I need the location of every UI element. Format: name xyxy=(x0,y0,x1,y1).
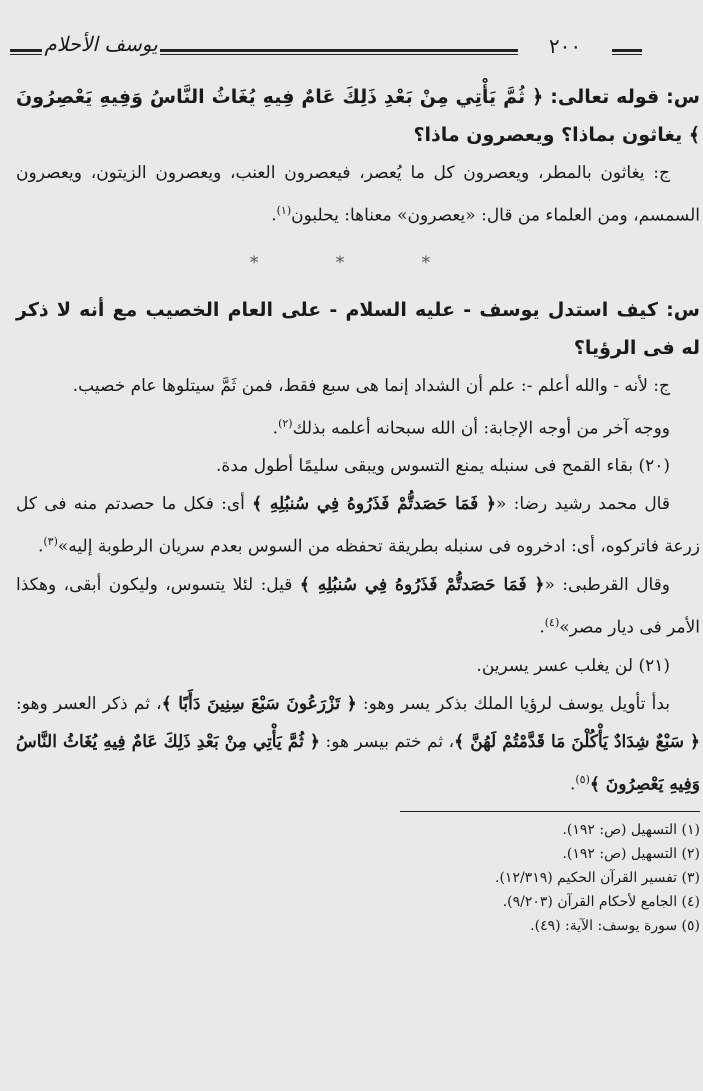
page-body xyxy=(16,78,700,938)
footnote-ref: (١) xyxy=(276,204,292,217)
question-label: س: xyxy=(666,298,700,321)
footnote: (٥) سورة يوسف: الآية: (٤٩). xyxy=(530,918,700,935)
header-rule xyxy=(10,49,42,52)
footnote: (١) التسهيل (ص: ١٩٢). xyxy=(562,822,700,839)
numbered-point-20: (٢٠) بقاء القمح فى سنبله يمنع التسوس ويبقى سليمًا أطول مدة. xyxy=(216,456,670,477)
quran-verse: ﴿ ثُمَّ يَأْتِي مِنْ بَعْدِ ذَلِكَ عَامٌ فِيهِ يُغَاثُ النَّاسُ وَفِيهِ يَعْصِرُونَ ﴾ xyxy=(16,731,700,795)
numbered-point-21: (٢١) لن يغلب عسر يسرين. xyxy=(476,655,670,676)
header-rule xyxy=(612,54,642,55)
question-2 xyxy=(16,291,700,367)
alternate-answer: ووجه آخر من أوجه الإجابة: أن الله سبحانه أعلمه بذلك$^{(٢)}$. xyxy=(272,416,670,439)
footnote-separator xyxy=(400,811,700,812)
page-header xyxy=(0,28,703,68)
header-rule xyxy=(612,49,642,52)
answer-text: لأنه - والله أعلم -: علم أن الشداد إنما هى سبع فقط، فمن ثَمَّ سيتلوها عام خصيب. xyxy=(72,375,648,396)
footnote: (٤) الجامع لأحكام القرآن (٩/٢٠٣). xyxy=(502,894,700,911)
question-text: كيف استدل يوسف - عليه السلام - على العام الخصيب مع أنه لا ذكر له فى الرؤيا؟ xyxy=(16,298,700,359)
footnote-ref: (٤) xyxy=(544,615,560,629)
footnote-ref: (٥) xyxy=(575,772,590,786)
header-rule xyxy=(10,54,42,55)
footnote-ref: (٢) xyxy=(278,416,293,430)
footnote: (٢) التسهيل (ص: ١٩٢). xyxy=(562,846,700,863)
header-rule xyxy=(160,49,518,52)
question-text: قوله تعالى: ﴿ ثُمَّ يَأْتِي مِنْ بَعْدِ ذَلِكَ عَامٌ فِيهِ يُغَاثُ النَّاسُ وَفِيهِ يَعْصِرُونَ ﴾ يغاثون بماذا؟ ويعصرون ماذا؟ xyxy=(16,86,700,146)
answer-1: ج: يغاثون بالمطر، ويعصرون كل ما يُعصر، فيعصرون العنب، ويعصرون الزيتون، ويعصرون السمسم، ومن العلماء من قال: «يعصرون» معناها: يحلبون$^{(١)}$. xyxy=(16,163,700,226)
quran-verse: ﴿ تَزْرَعُونَ سَبْعَ سِنِينَ دَأَبًا ﴾ xyxy=(161,693,357,714)
footnotes xyxy=(16,818,700,938)
answer-label: ج: xyxy=(653,163,670,183)
running-title: يوسف الأحلام xyxy=(44,32,158,56)
answer-label: ج: xyxy=(653,375,670,396)
header-rule xyxy=(160,54,518,55)
quran-verse: ﴿ فَمَا حَصَدتُّمْ فَذَرُوهُ فِي سُنبُلِهِ ﴾ xyxy=(252,494,496,515)
final-paragraph: بدأ تأويل يوسف لرؤيا الملك بذكر يسر وهو: ﴿ تَزْرَعُونَ سَبْعَ سِنِينَ دَأَبًا ﴾، ثم ذكر العسر وهو: ﴿ سَبْعٌ شِدَادٌ يَأْكُلْنَ مَا قَدَّمْتُمْ لَهُنَّ ﴾، ثم ختم بيسر هو: ﴿ ثُمَّ يَأْتِي مِنْ بَعْدِ ذَلِكَ عَامٌ فِيهِ يُغَاثُ النَّاسُ وَفِيهِ يَعْصِرُونَ ﴾$^{(٥)}$. xyxy=(16,693,700,795)
footnote-ref: (٣) xyxy=(43,535,58,549)
rida-quote: قال محمد رشيد رضا: «﴿ فَمَا حَصَدتُّمْ فَذَرُوهُ فِي سُنبُلِهِ ﴾ أى: فكل ما حصدتم منه فى كل زرعة فاتركوه، أى: ادخروه فى سنبله بطريقة تحفظه من السوس بعدم سريان الرطوبة إليه»$^{(٣)}$. xyxy=(16,494,700,557)
quran-verse: ﴿ سَبْعٌ شِدَادٌ يَأْكُلْنَ مَا قَدَّمْتُمْ لَهُنَّ ﴾ xyxy=(454,731,700,752)
answer-2 xyxy=(16,367,700,405)
footnote: (٣) تفسير القرآن الحكيم (١٢/٣١٩). xyxy=(495,870,700,887)
question-1 xyxy=(16,78,700,154)
page-number: ٢٠٠ xyxy=(548,34,582,58)
qurtubi-quote: وقال القرطبى: «﴿ فَمَا حَصَدتُّمْ فَذَرُوهُ فِي سُنبُلِهِ ﴾ قيل: لئلا يتسوس، وليكون أبقى، وهكذا الأمر فى ديار مصر»$^{(٤)}$. xyxy=(16,574,700,638)
answer-text: يغاثون بالمطر، ويعصرون كل ما يُعصر، فيعصرون العنب، ويعصرون الزيتون، ويعصرون السمسم، ومن العلماء من قال: «يعصرون» معناها: يحلبون xyxy=(16,163,700,226)
question-label: س: xyxy=(666,86,700,108)
section-divider: * * * xyxy=(249,252,467,273)
quran-verse: ﴿ فَمَا حَصَدتُّمْ فَذَرُوهُ فِي سُنبُلِهِ ﴾ xyxy=(299,574,545,595)
